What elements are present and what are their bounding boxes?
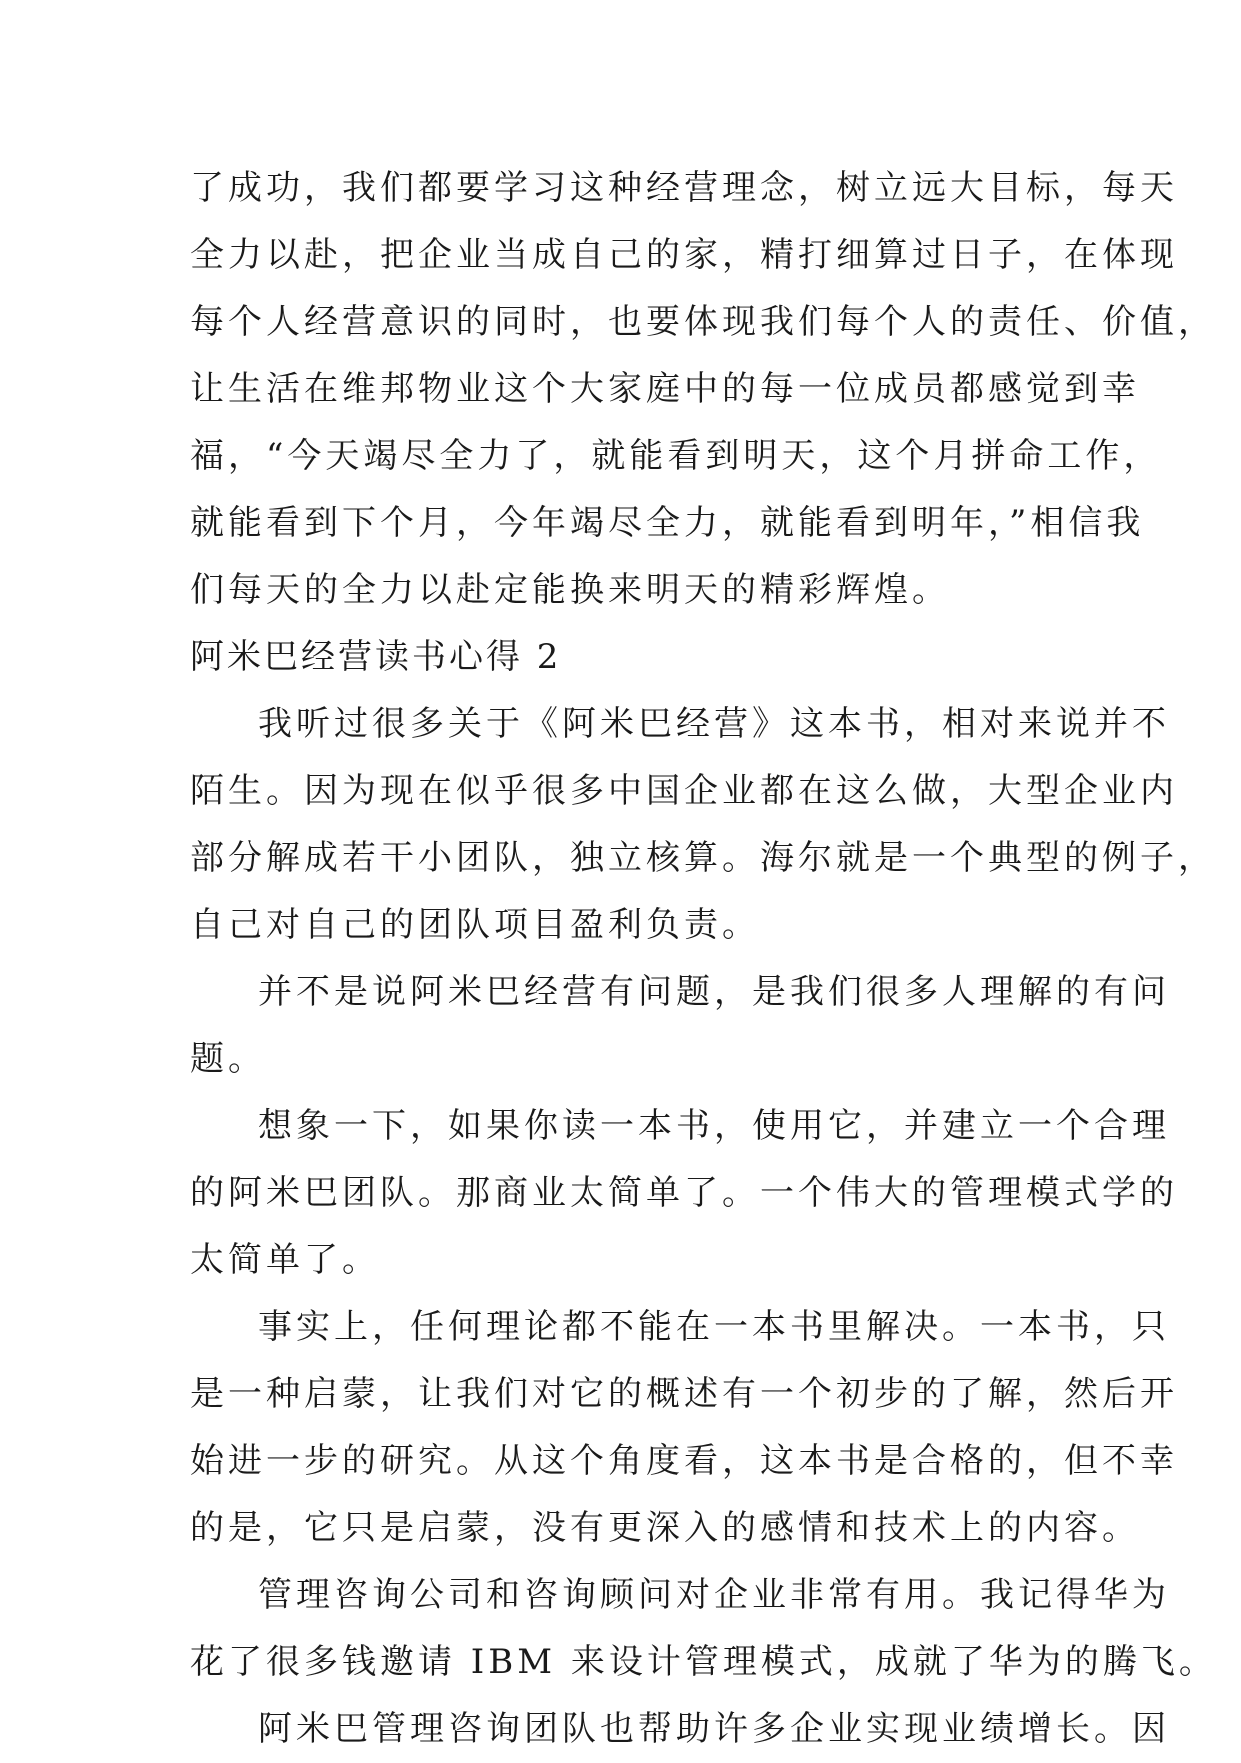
text-line: 是一种启蒙，让我们对它的概述有一个初步的了解，然后开 [190, 1374, 1178, 1414]
text-line: 就能看到下个月，今年竭尽全力，就能看到明年，”相信我 [190, 503, 1145, 543]
text-line: 花了很多钱邀请 IBM 来设计管理模式，成就了华为的腾飞。 [190, 1642, 1217, 1682]
text-line: 部分解成若干小团队，独立核算。海尔就是一个典型的例子， [190, 838, 1216, 878]
text-line: 们每天的全力以赴定能换来明天的精彩辉煌。 [190, 570, 950, 610]
text-line: 全力以赴，把企业当成自己的家，精打细算过日子，在体现 [190, 235, 1178, 275]
text-line: 了成功，我们都要学习这种经营理念，树立远大目标，每天 [190, 168, 1178, 208]
text-line: 福，“今天竭尽全力了，就能看到明天，这个月拼命工作， [190, 436, 1162, 476]
text-line: 事实上，任何理论都不能在一本书里解决。一本书，只 [258, 1307, 1170, 1347]
text-line: 每个人经营意识的同时，也要体现我们每个人的责任、价值， [190, 302, 1216, 342]
section-heading: 阿米巴经营读书心得 2 [190, 637, 562, 677]
text-line: 太简单了。 [190, 1240, 380, 1280]
text-line: 并不是说阿米巴经营有问题，是我们很多人理解的有问 [258, 972, 1170, 1012]
text-line: 让生活在维邦物业这个大家庭中的每一位成员都感觉到幸 [190, 369, 1140, 409]
document-body [190, 155, 1217, 1763]
text-line: 始进一步的研究。从这个角度看，这本书是合格的，但不幸 [190, 1441, 1178, 1481]
text-line: 陌生。因为现在似乎很多中国企业都在这么做，大型企业内 [190, 771, 1178, 811]
text-line: 想象一下，如果你读一本书，使用它，并建立一个合理 [258, 1106, 1170, 1146]
text-line: 阿米巴管理咨询团队也帮助许多企业实现业绩增长。因 [258, 1709, 1170, 1749]
text-line: 的是，它只是启蒙，没有更深入的感情和技术上的内容。 [190, 1508, 1140, 1548]
text-line: 我听过很多关于《阿米巴经营》这本书，相对来说并不 [258, 704, 1170, 744]
text-line: 的阿米巴团队。那商业太简单了。一个伟大的管理模式学的 [190, 1173, 1178, 1213]
text-line: 管理咨询公司和咨询顾问对企业非常有用。我记得华为 [258, 1575, 1170, 1615]
text-line: 自己对自己的团队项目盈利负责。 [190, 905, 760, 945]
text-line: 题。 [190, 1039, 266, 1079]
